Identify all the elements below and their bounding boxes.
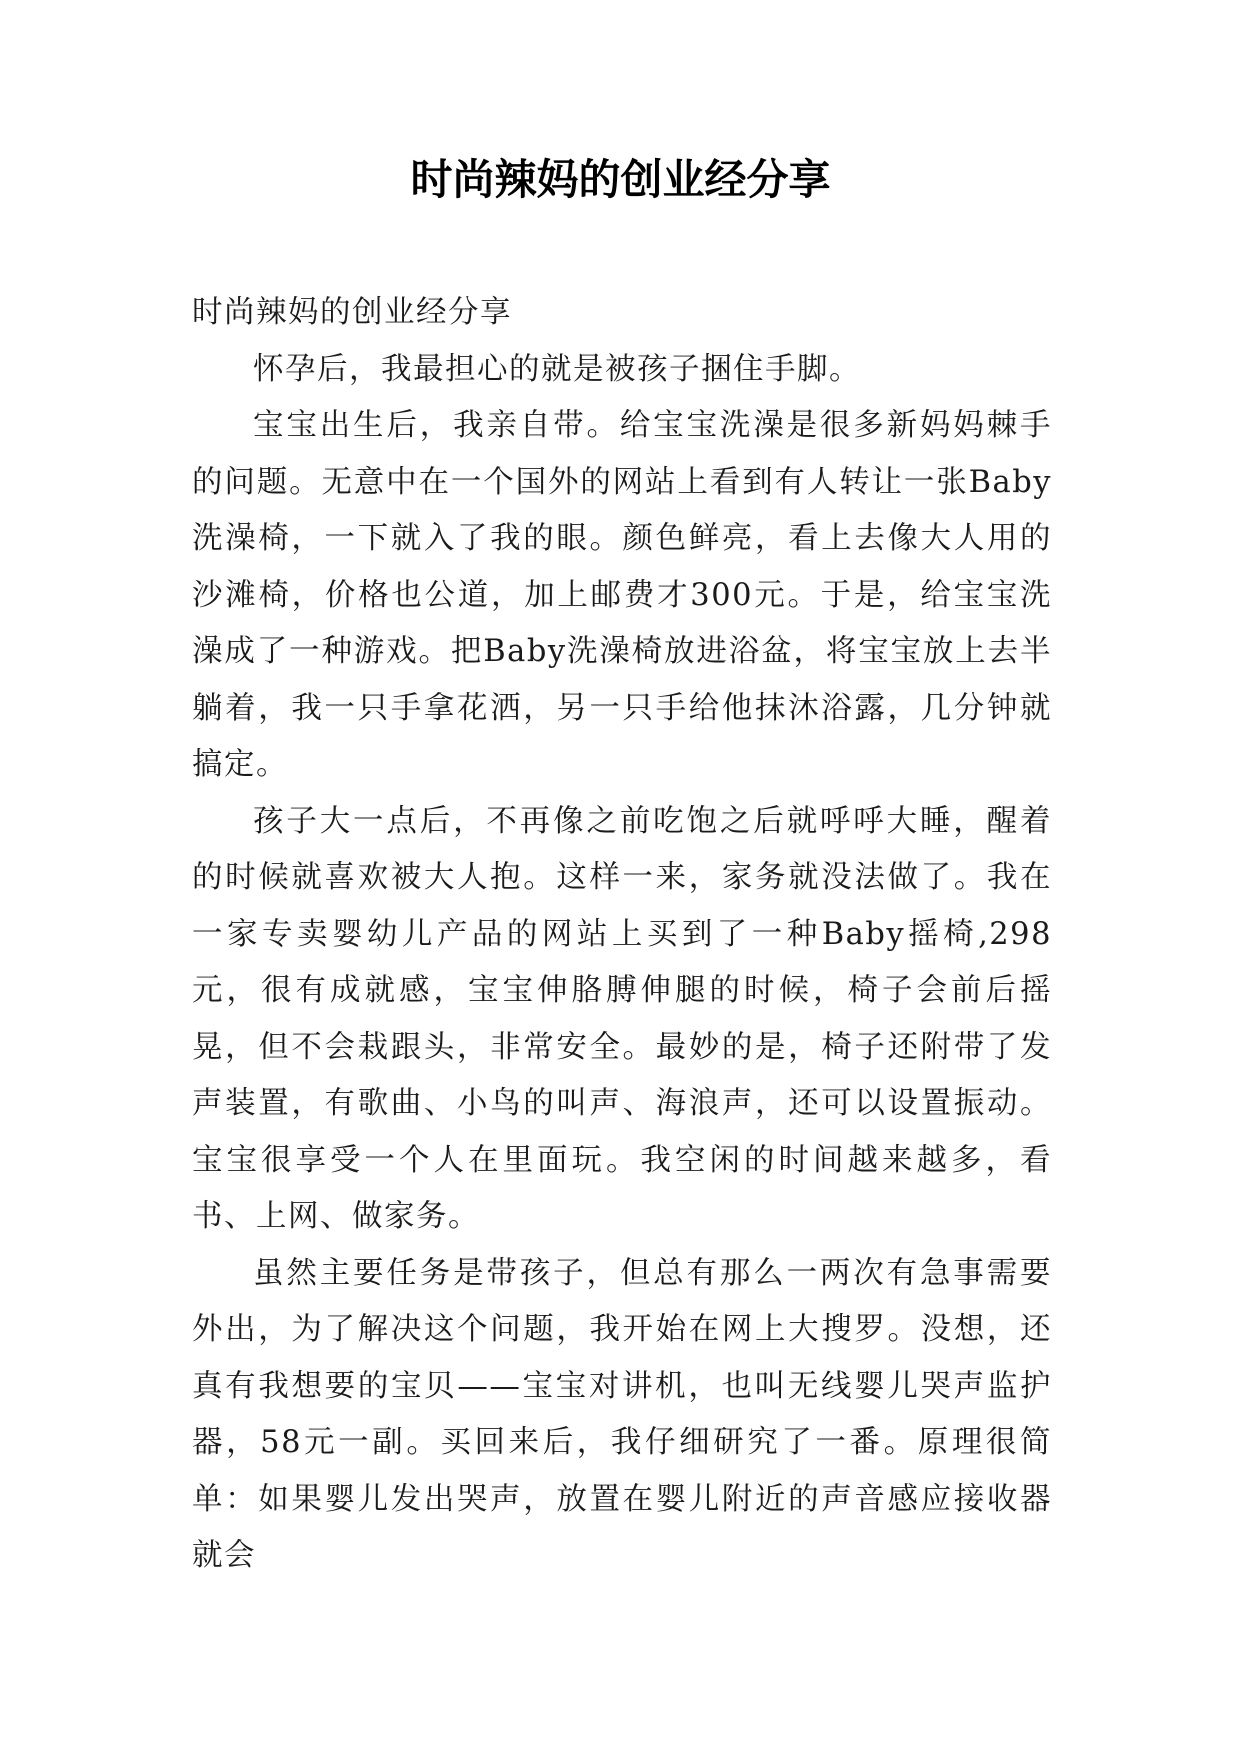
paragraph: 虽然主要任务是带孩子，但总有那么一两次有急事需要外出，为了解决这个问题，我开始在网上大搜罗。没想，还真有我想要的宝贝——宝宝对讲机，也叫无线婴儿哭声监护器，58元一副。买回来后，我仔细研究了一番。原理很简单：如果婴儿发出哭声，放置在婴儿附近的声音感应接收器就会 xyxy=(192,1255,1052,1573)
paragraph-subtitle: 时尚辣妈的创业经分享 xyxy=(192,295,512,330)
paragraph: 宝宝出生后，我亲自带。给宝宝洗澡是很多新妈妈棘手的问题。无意中在一个国外的网站上看到有人转让一张Baby洗澡椅，一下就入了我的眼。颜色鲜亮，看上去像大人用的沙滩椅，价格也公道，加上邮费才300元。于是，给宝宝洗澡成了一种游戏。把Baby洗澡椅放进浴盆，将宝宝放上去半躺着，我一只手拿花洒，另一只手给他抹沐浴露，几分钟就搞定。 xyxy=(192,408,1052,782)
document-title: 时尚辣妈的创业经分享 xyxy=(410,155,831,204)
paragraph: 怀孕后，我最担心的就是被孩子捆住手脚。 xyxy=(253,351,861,387)
document-body xyxy=(192,285,1052,1585)
paragraph: 孩子大一点后，不再像之前吃饱之后就呼呼大睡，醒着的时候就喜欢被大人抱。这样一来，家务就没法做了。我在一家专卖婴幼儿产品的网站上买到了一种Baby摇椅,298元，很有成就感，宝宝伸胳膊伸腿的时候，椅子会前后摇晃，但不会栽跟头，非常安全。最妙的是，椅子还附带了发声装置，有歌曲、小鸟的叫声、海浪声，还可以设置振动。宝宝很享受一个人在里面玩。我空闲的时间越来越多，看书、上网、做家务。 xyxy=(192,803,1052,1234)
